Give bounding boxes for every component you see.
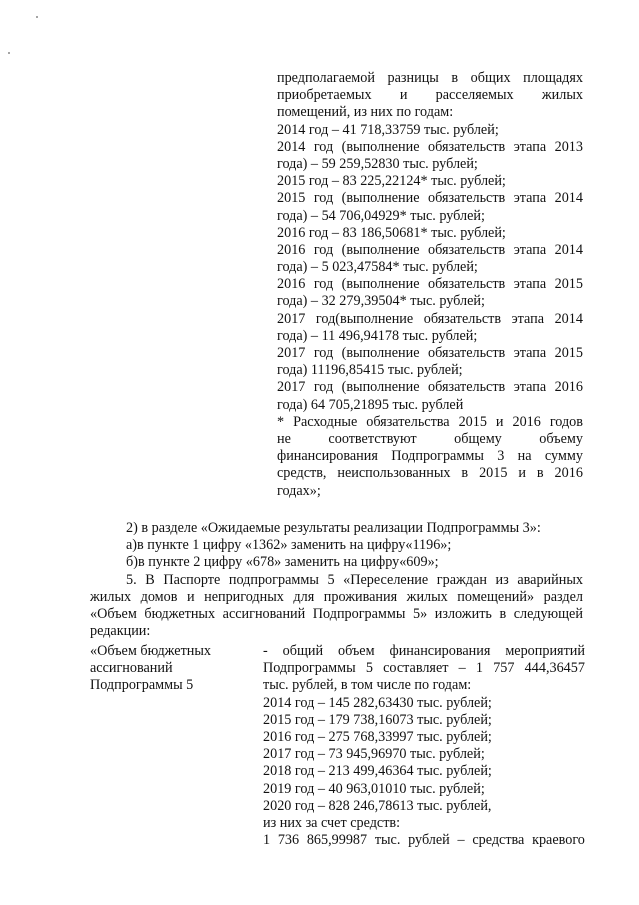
amendment-paragraphs [90, 520, 583, 640]
table-value-line: 2019 год – 40 963,01010 тыс. рублей; [263, 780, 485, 797]
text-line: предполагаемой разницы в общих площадях [277, 70, 583, 86]
paragraph-line: жилых домов и непригодных для проживания жилых помещений» раздел [90, 588, 583, 605]
table-label-line: Подпрограммы 5 [90, 677, 194, 694]
table-value-line: 2018 год – 213 499,46364 тыс. рублей; [263, 763, 492, 780]
text-line: 2017 год (выполнение обязательств этапа 2015 [277, 345, 583, 361]
text-line: годах»; [277, 482, 321, 499]
table-value-line: Подпрограммы 5 составляет – 1 757 444,36457 [263, 660, 585, 677]
text-line: 2016 год (выполнение обязательств этапа 2014 [277, 241, 583, 258]
paragraph-line: а)в пункте 1 цифру «1362» заменить на цифру«1196»; [126, 537, 452, 554]
text-line: 2017 год(выполнение обязательств этапа 2014 [277, 310, 583, 327]
paragraph-line: «Объем бюджетных ассигнований Подпрограммы 5» изложить в следующей [90, 605, 583, 622]
text-line: года) 64 705,21895 тыс. рублей [277, 396, 464, 413]
text-line: года) – 32 279,39504* тыс. рублей; [277, 293, 485, 310]
paragraph-line: б)в пункте 2 цифру «678» заменить на цифру«609»; [126, 554, 439, 571]
text-line: года) – 59 259,52830 тыс. рублей; [277, 155, 478, 172]
scan-speck [36, 16, 38, 18]
text-line: 2016 год (выполнение обязательств этапа 2015 [277, 276, 583, 293]
table-left-column [90, 643, 250, 695]
text-line: * Расходные обязательства 2015 и 2016 годов [277, 413, 583, 430]
table-label-line: «Объем бюджетных [90, 643, 212, 659]
paragraph-line: редакции: [90, 623, 151, 640]
table-value-line: из них за счет средств: [263, 814, 401, 831]
table-label-line: ассигнований [90, 660, 173, 677]
table-value-line: 2016 год – 275 768,33997 тыс. рублей; [263, 728, 492, 745]
text-line: финансирования Подпрограммы 3 на сумму [277, 448, 583, 465]
table-right-column [263, 643, 585, 849]
table-value-line: тыс. рублей, в том числе по годам: [263, 677, 472, 694]
table-value-line: 2017 год – 73 945,96970 тыс. рублей; [263, 746, 485, 763]
scan-speck [8, 52, 10, 54]
table-value-line: 2020 год – 828 246,78613 тыс. рублей, [263, 797, 492, 814]
text-line: года) – 5 023,47584* тыс. рублей; [277, 259, 478, 276]
paragraph-line: 5. В Паспорте подпрограммы 5 «Переселение граждан из аварийных [126, 571, 583, 588]
text-line: 2014 год – 41 718,33759 тыс. рублей; [277, 121, 499, 138]
text-line: помещений, из них по годам: [277, 104, 454, 121]
text-line: года) – 11 496,94178 тыс. рублей; [277, 327, 478, 344]
budget-breakdown-block [277, 70, 583, 500]
text-line: года) 11196,85415 тыс. рублей; [277, 362, 463, 379]
text-line: средств, неиспользованных в 2015 и в 2016 [277, 465, 583, 482]
text-line: приобретаемых и расселяемых жилых [277, 87, 583, 104]
table-value-line: 2015 год – 179 738,16073 тыс. рублей; [263, 711, 492, 728]
text-line: 2017 год (выполнение обязательств этапа 2016 [277, 379, 583, 396]
paragraph-line: 2) в разделе «Ожидаемые результаты реализации Подпрограммы 3»: [126, 520, 541, 536]
table-value-line: - общий объем финансирования мероприятий [263, 643, 585, 659]
table-value-line: 1 736 865,99987 тыс. рублей – средства краевого [263, 832, 585, 849]
text-line: 2016 год – 83 186,50681* тыс. рублей; [277, 224, 506, 241]
table-value-line: 2014 год – 145 282,63430 тыс. рублей; [263, 694, 492, 711]
text-line: года) – 54 706,04929* тыс. рублей; [277, 207, 485, 224]
text-line: не соответствуют общему объему [277, 430, 583, 447]
text-line: 2014 год (выполнение обязательств этапа 2013 [277, 138, 583, 155]
text-line: 2015 год – 83 225,22124* тыс. рублей; [277, 173, 506, 190]
text-line: 2015 год (выполнение обязательств этапа 2014 [277, 190, 583, 207]
